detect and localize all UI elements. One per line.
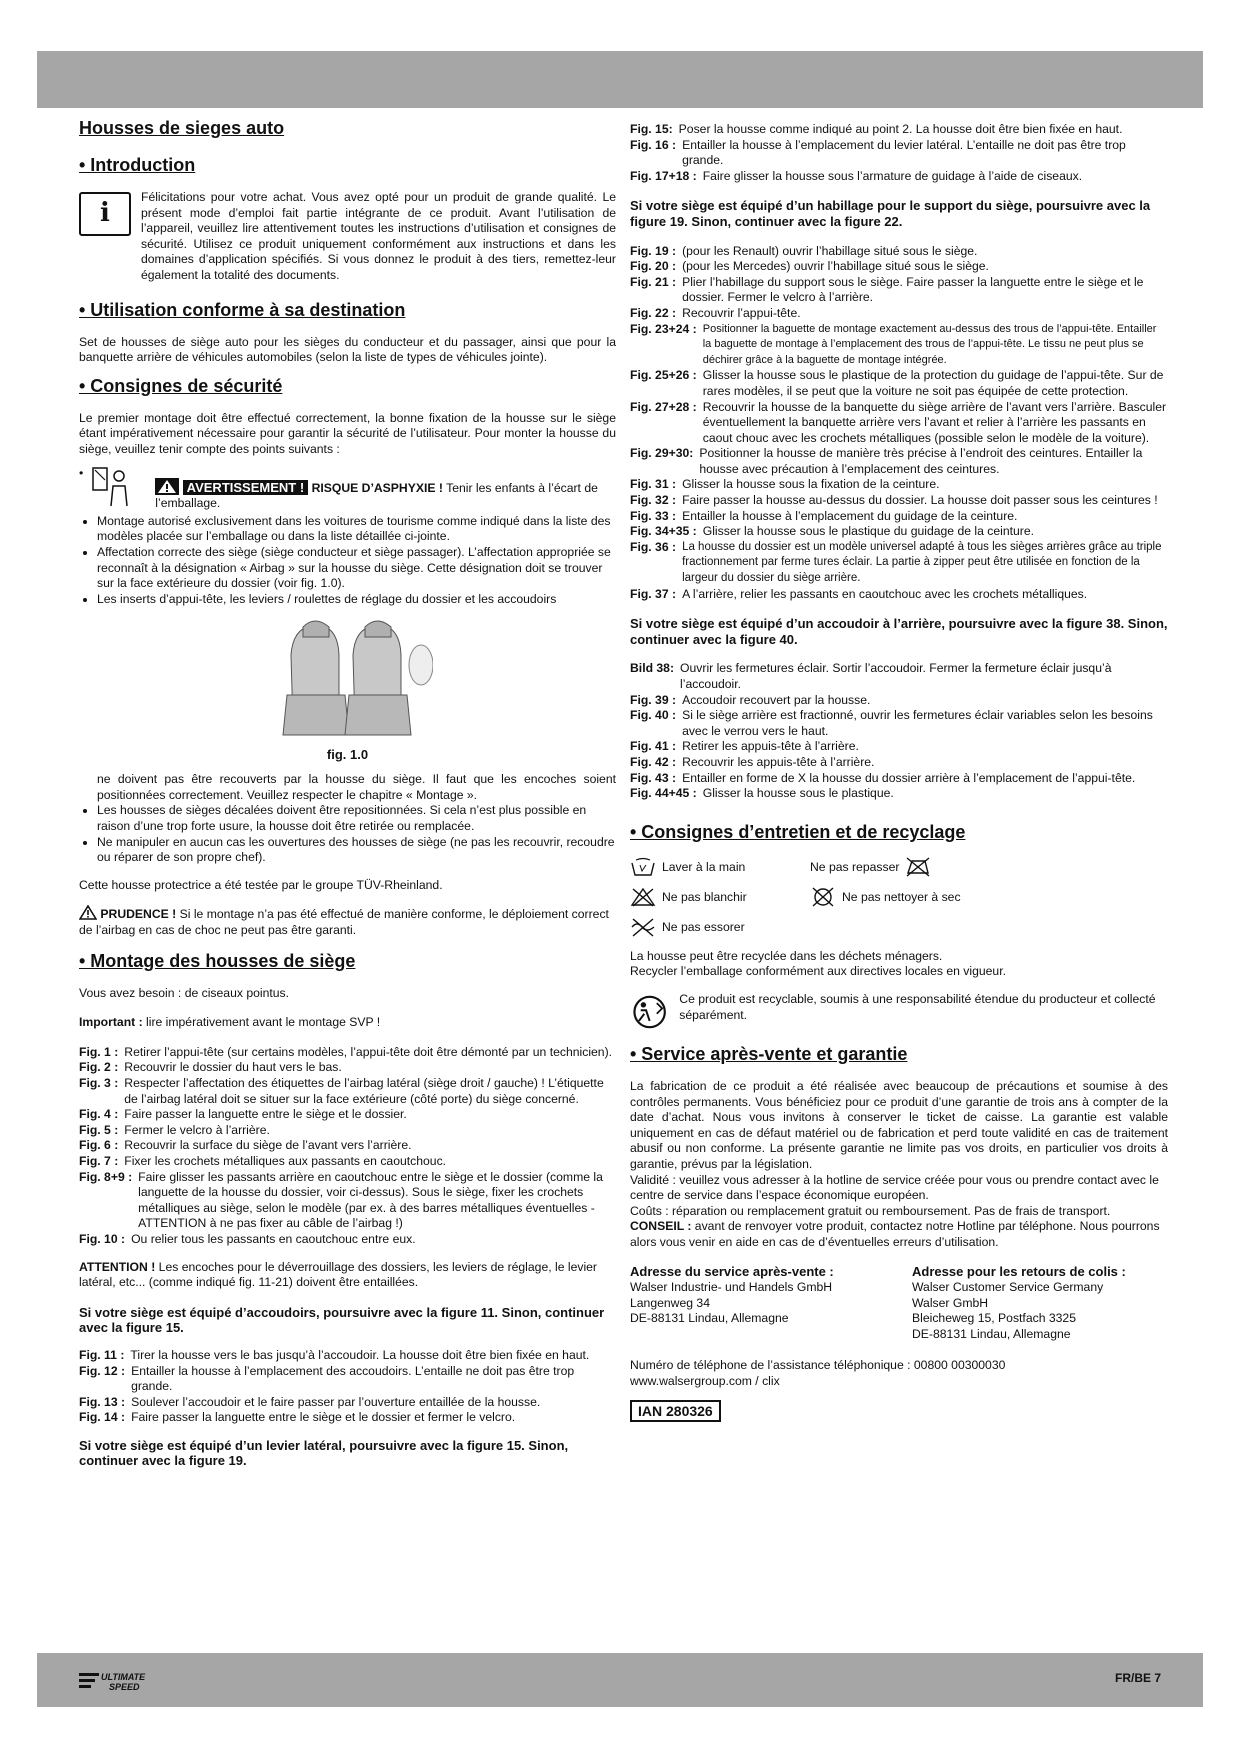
fig-text: Faire passer la housse au-dessus du dossier. La housse doit passer sous les ceintures !	[682, 493, 1158, 508]
no-iron-icon	[905, 857, 931, 877]
fig-label: Fig. 6 :	[79, 1138, 119, 1153]
care-title: • Consignes d’entretien et de recyclage	[630, 821, 966, 842]
fig-label: Fig. 23+24 :	[630, 321, 697, 336]
tuv-text: Cette housse protectrice a été testée par le groupe TÜV-Rheinland.	[79, 877, 443, 892]
condition-1: Si votre siège est équipé d’accoudoirs, poursuivre avec la figure 11. Sinon, continuer avec la figure 15.	[79, 1304, 605, 1336]
fig-row	[630, 169, 1168, 185]
fig-row	[630, 322, 1168, 369]
intro-title: • Introduction	[79, 155, 196, 175]
fig-label: Fig. 2 :	[79, 1060, 119, 1075]
fig-text: Fixer les crochets métalliques aux passants en caoutchouc.	[124, 1153, 447, 1168]
fig-text: Glisser la housse sous le plastique.	[702, 786, 894, 801]
fig-label: Fig. 19 :	[630, 243, 677, 258]
fig-row	[630, 368, 1168, 399]
fig-label: Fig. 44+45 :	[630, 786, 697, 801]
fig-row	[79, 1348, 616, 1364]
web-link[interactable]: www.walsergroup.com / clix	[630, 1374, 780, 1389]
fig-text: Glisser la housse sous le plastique du guidage de la ceinture.	[702, 524, 1035, 539]
address-title-service: Adresse du service après-vente :	[630, 1264, 834, 1280]
fig-label: Fig. 36 :	[630, 539, 677, 554]
fig-text: Faire glisser la housse sous l’armature de guidage à l’aide de ciseaux.	[702, 168, 1083, 183]
fig-text: Positionner la baguette de montage exactement au-dessus des trous de l’appui-tête. Entailler la baguette de montage à l’emplacement des trous de l’appui-tête. Le tissu ne peut plus se déchirer grâce à la baguette de montage intégrée.	[702, 322, 1157, 366]
fig-text: La housse du dossier est un modèle universel adapté à tous les sièges arrières grâce au triple fractionnement par ferme tures éclair. La partie à zipper peut être utilisée en fonction de la largeur du dossier du siège arrière.	[682, 540, 1162, 585]
footer-bar	[37, 1653, 1203, 1707]
address-line: Walser Industrie- und Handels GmbH	[630, 1280, 833, 1295]
safety-list-2	[79, 803, 616, 865]
fig-text: Soulever l’accoudoir et le faire passer par l’ouverture entaillée de la housse.	[131, 1394, 541, 1409]
fig-text: Faire passer la languette entre le siège et le dossier.	[124, 1107, 407, 1122]
ian-badge: IAN 280326	[630, 1400, 721, 1422]
fig-row	[630, 540, 1168, 587]
fig-row	[630, 446, 1168, 477]
fig-row	[79, 1170, 616, 1232]
attention-label: ATTENTION !	[79, 1259, 156, 1274]
address-title-returns: Adresse pour les retours de colis :	[912, 1264, 1126, 1280]
triman-recycle-icon	[630, 992, 669, 1032]
fig-row	[79, 1154, 616, 1170]
safety-title: • Consignes de sécurité	[79, 375, 283, 396]
prudence-text: Si le montage n’a pas été effectué de manière conforme, le déploiement correct de l’airbag en cas de choc ne peut pas être garanti.	[79, 907, 609, 938]
conseil-block	[630, 1219, 1168, 1250]
fig-row	[630, 259, 1168, 275]
fig-label: Fig. 14 :	[79, 1410, 126, 1425]
fig-row	[630, 138, 1168, 169]
fig-label: Fig. 11 :	[79, 1347, 125, 1362]
return-address	[912, 1264, 1168, 1342]
fig-list-3	[630, 122, 1168, 184]
fig-list-4	[630, 244, 1168, 603]
fig-text: Retirer les appuis-tête à l’arrière.	[682, 739, 859, 754]
address-line: DE-88131 Lindau, Allemagne	[630, 1311, 789, 1326]
list-item: • Les housses de sièges décalées doivent être repositionnées. Si cela n’est plus possible en raison d’une trop forte usure, la housse doit être retirée ou remplacée.	[97, 803, 616, 834]
fig-row	[630, 661, 1168, 692]
recycle-text-1: La housse peut être recyclée dans les déchets ménagers.	[630, 948, 943, 963]
fig-label: Fig. 27+28 :	[630, 399, 697, 414]
montage-title: • Montage des housses de siège	[79, 950, 356, 971]
right-column	[630, 122, 1168, 1422]
care-no-bleach-label: Ne pas blanchir	[662, 889, 747, 904]
fig-row	[630, 786, 1168, 802]
fig-text: (pour les Renault) ouvrir l’habillage situé sous le siège.	[682, 243, 978, 258]
fig-text: Entailler la housse à l’emplacement du levier latéral. L’entaille ne doit pas être trop grande.	[682, 137, 1126, 168]
condition-4: Si votre siège est équipé d’un accoudoir à l’arrière, poursuivre avec la figure 38. Sinon, continuer avec la figure 40.	[630, 616, 1168, 647]
care-no-iron	[810, 857, 1010, 877]
fig-label: Fig. 20 :	[630, 259, 677, 274]
fig-row	[630, 493, 1168, 509]
fig-label: Bild 38:	[630, 661, 675, 676]
fig-row	[79, 1395, 616, 1411]
care-no-wring	[630, 917, 810, 937]
warning-text: Tenir les enfants à l’écart de l’emballage.	[155, 480, 598, 511]
address-line: DE-88131 Lindau, Allemagne	[912, 1326, 1071, 1341]
fig-text: Tirer la housse vers le bas jusqu’à l’accoudoir. La housse doit être bien fixée en haut.	[130, 1347, 590, 1362]
fig-row	[79, 1123, 616, 1139]
fig-row	[630, 693, 1168, 709]
condition-3: Si votre siège est équipé d’un habillage pour le support du siège, poursuivre avec la figure 19. Sinon, continuer avec la figure 22.	[630, 198, 1151, 229]
seat-covers-image	[273, 615, 433, 745]
prudence-label: PRUDENCE !	[100, 907, 177, 922]
fig-text: Retirer l’appui-tête (sur certains modèles, l’appui-tête doit être démonté par un technicien).	[124, 1044, 613, 1059]
fig-text: Accoudoir recouvert par la housse.	[682, 692, 871, 707]
warning-label: AVERTISSEMENT !	[183, 480, 309, 496]
fig-text: A l’arrière, relier les passants en caoutchouc avec les crochets métalliques.	[682, 586, 1088, 601]
fig-row	[79, 1107, 616, 1123]
fig-list-1	[79, 1045, 616, 1248]
fig-row	[79, 1364, 616, 1395]
caution-triangle-icon	[79, 905, 97, 920]
need-text: Vous avez besoin : de ciseaux pointus.	[79, 985, 290, 1000]
fig-row	[630, 524, 1168, 540]
service-address	[630, 1264, 912, 1342]
fig-text: Ou relier tous les passants en caoutchouc entre eux.	[131, 1231, 416, 1246]
address-line: Langenweg 34	[630, 1295, 710, 1310]
prudence-block	[79, 905, 616, 938]
important-line	[79, 1015, 616, 1031]
fig-row	[630, 587, 1168, 603]
care-no-dry-label: Ne pas nettoyer à sec	[842, 889, 961, 904]
fig-label: Fig. 31 :	[630, 477, 677, 492]
fig-row	[630, 739, 1168, 755]
care-no-wring-label: Ne pas essorer	[662, 919, 745, 934]
validity-text: Validité : veuillez vous adresser à la hotline de service créée pour vous ou prendre contact avec le centre de service dans l’espace économique européen.	[630, 1172, 1159, 1203]
fig-row	[79, 1045, 616, 1061]
fig-row	[630, 122, 1168, 138]
list-item: • Montage autorisé exclusivement dans les voitures de tourisme comme indiqué dans la liste des modèles placée sur l’emballage ou dans la liste détaillée ci-jointe.	[97, 514, 616, 545]
fig-label: Fig. 39 :	[630, 692, 677, 707]
fig-text: Positionner la housse de manière très précise à l’endroit des ceintures. Entailler la housse avec précaution à l’emplacement des ceintures.	[699, 446, 1143, 476]
warning-triangle-icon	[155, 478, 179, 495]
fig-label: Fig. 10 :	[79, 1231, 126, 1246]
no-bleach-icon	[630, 887, 656, 907]
svg-text:SPEED: SPEED	[109, 1682, 140, 1692]
fig-row	[630, 708, 1168, 739]
hand-wash-icon	[630, 857, 656, 877]
fig-text: Recouvrir l’appui-tête.	[682, 305, 801, 320]
fig-text: Recouvrir la housse de la banquette du siège arrière de l’avant vers l’arrière. Basculer éventuellement la banquette arrière vers l’avant et relier à l’arrière les passants en caout chouc avec les crochets métalliques (possible selon le modèle de la voiture).	[702, 399, 1167, 445]
condition-2: Si votre siège est équipé d’un levier latéral, poursuivre avec la figure 15. Sinon, continuer avec la figure 19.	[79, 1437, 569, 1469]
fig-row	[79, 1076, 616, 1107]
list-item: • Affectation correcte des siège (siège conducteur et siège passager). L’affectation appropriée se reconnaît à la désignation « Airbag » sur la housse du siège. Cette désignation doit se trouver sur la face extérieure du dossier (voir fig. 1.0).	[97, 545, 616, 592]
fig-label: Fig. 15:	[630, 122, 673, 136]
fig-row	[79, 1410, 616, 1426]
phone-text: Numéro de téléphone de l’assistance téléphonique : 00800 00300030	[630, 1358, 1006, 1373]
fig-label: Fig. 5 :	[79, 1122, 119, 1137]
left-column	[79, 118, 616, 1477]
fig-row	[630, 306, 1168, 322]
fig-row	[630, 509, 1168, 525]
fig-row	[630, 400, 1168, 447]
important-label: Important :	[79, 1015, 143, 1030]
intro-text: Félicitations pour votre achat. Vous avez opté pour un produit de grande qualité. Le présent mode d’emploi fait partie intégrante de ce produit. Avant l’utilisation de l’appareil, veuillez lire attentivement toutes les instructions d’utilisation et consignes de sécurité. Utilisez ce produit uniquement conformément aux instructions et dans les domaines d’application spécifiés. Si vous donnez le produit à des tiers, remettez-leur également la totalité des documents.	[141, 190, 616, 282]
fig-list-2	[79, 1348, 616, 1426]
no-wring-icon	[630, 917, 656, 937]
fig-row	[630, 771, 1168, 787]
fig-text: Glisser la housse sous le plastique de la protection du guidage de l’appui-tête. Sur de rares modèles, il se peut que la voiture ne soit pas équipée de cette protection.	[702, 368, 1164, 398]
fig-text: Recouvrir les appuis-tête à l’arrière.	[682, 754, 875, 769]
ultimate-speed-logo	[79, 1670, 161, 1692]
address-line: Walser GmbH	[912, 1295, 989, 1310]
care-wash	[630, 857, 810, 877]
fig-text: Respecter l’affectation des étiquettes de l’airbag latéral (siège droit / gauche) ! L’étiquette de l’airbag latéral doit se situer sur la face extérieure (côté porte) du siège concerné.	[124, 1076, 604, 1106]
care-no-dry	[810, 887, 1010, 907]
fig-row	[79, 1232, 616, 1248]
conseil-label: CONSEIL :	[630, 1219, 692, 1234]
fig-text: Entailler la housse à l’emplacement du guidage de la ceinture.	[682, 508, 1018, 523]
fig-text: Fermer le velcro à l’arrière.	[124, 1122, 270, 1137]
intro-block	[79, 190, 616, 284]
fig-text: Faire glisser les passants arrière en caoutchouc entre le siège et le dossier (comme la languette de la housse du dossier, voir ci-dessus). Sous le siège, fixer les crochets métalliques au siège, selon le modèle (par ex. à des barres métalliques éventuelles - ATTENTION à ne pas fixer au câble de l’airbag !)	[138, 1169, 603, 1231]
fig-label: Fig. 12 :	[79, 1363, 126, 1378]
info-book-icon: i	[79, 192, 131, 236]
care-wash-label: Laver à la main	[662, 859, 746, 874]
care-no-iron-label: Ne pas repasser	[810, 859, 900, 874]
care-symbols	[630, 857, 1168, 937]
fig-label: Fig. 21 :	[630, 274, 677, 289]
care-no-bleach	[630, 887, 810, 907]
figure-caption: fig. 1.0	[326, 747, 369, 763]
fig-label: Fig. 17+18 :	[630, 168, 697, 183]
fig-label: Fig. 3 :	[79, 1076, 119, 1090]
fig-text: Plier l’habillage du support sous le siège. Faire passer la languette entre le siège et le dossier. Fermer le velcro à l’arrière.	[682, 274, 1144, 305]
fig-row	[630, 275, 1168, 306]
cont-text: ne doivent pas être recouverts par la housse du siège. Il faut que les encoches soient positionnées correctement. Veuillez respecter le chapitre « Montage ».	[97, 772, 616, 802]
list-item: • Ne manipuler en aucun cas les ouvertures des housses de siège (ne pas les recouvrir, recoudre ou réparer de son propre chef).	[97, 835, 616, 866]
safety-text: Le premier montage doit être effectué correctement, la bonne fixation de la housse sur le siège étant impérativement nécessaire pour garantir la sécurité de l’utilisateur. Pour monter la housse du siège, veuillez tenir compte des points suivants :	[79, 410, 616, 456]
fig-text: Si le siège arrière est fractionné, ouvrir les fermetures éclair variables selon les besoins avec le verrou vers le haut.	[682, 708, 1153, 738]
fig-label: Fig. 1 :	[79, 1044, 119, 1059]
fig-label: Fig. 29+30:	[630, 446, 694, 461]
list-item: • Les inserts d’appui-tête, les leviers / roulettes de réglage du dossier et les accoudoirs	[97, 592, 616, 608]
fig-label: Fig. 7 :	[79, 1153, 119, 1168]
fig-label: Fig. 42 :	[630, 754, 677, 769]
use-text: Set de housses de siège auto pour les sièges du conducteur et du passager, ainsi que pour la banquette arrière de véhicules automobiles (selon la liste de types de véhicules jointe).	[79, 334, 616, 365]
fig-label: Fig. 8+9 :	[79, 1169, 133, 1184]
recycle-text-2: Recycler l’emballage conformément aux directives locales en vigueur.	[630, 964, 1006, 979]
recycle-note: Ce produit est recyclable, soumis à une responsabilité étendue du producteur et collecté séparément.	[679, 991, 1156, 1022]
fig-text: Entailler en forme de X la housse du dossier arrière à l’emplacement de l’appui-tête.	[682, 770, 1136, 785]
fig-label: Fig. 13 :	[79, 1394, 126, 1409]
address-line: Walser Customer Service Germany	[912, 1280, 1104, 1295]
addresses	[630, 1264, 1168, 1342]
fig-label: Fig. 41 :	[630, 739, 677, 754]
fig-row	[79, 1060, 616, 1076]
fig-label: Fig. 43 :	[630, 770, 677, 785]
fig-row	[630, 244, 1168, 260]
fig-text: (pour les Mercedes) ouvrir l’habillage situé sous le siège.	[682, 259, 989, 274]
address-line: Bleicheweg 15, Postfach 3325	[912, 1311, 1076, 1326]
recycle-block	[630, 992, 1168, 1032]
child-bag-icon	[91, 466, 131, 508]
fig-label: Fig. 25+26 :	[630, 368, 697, 383]
fig-text: Faire passer la languette entre le siège et le dossier et fermer le velcro.	[131, 1410, 516, 1425]
attention-block	[79, 1260, 616, 1291]
fig-label: Fig. 22 :	[630, 305, 677, 320]
page-number: FR/BE 7	[1114, 1671, 1161, 1685]
important-text: lire impérativement avant le montage SVP !	[146, 1015, 381, 1030]
fig-row	[630, 755, 1168, 771]
fig-text: Entailler la housse à l’emplacement des accoudoirs. L’entaille ne doit pas être trop grande.	[131, 1363, 575, 1394]
fig-label: Fig. 16 :	[630, 137, 677, 152]
fig-label: Fig. 37 :	[630, 586, 677, 601]
main-title: Housses de sieges auto	[79, 118, 285, 138]
recycle-text	[630, 949, 1168, 980]
fig-text: Glisser la housse sous la fixation de la ceinture.	[682, 477, 940, 492]
fig-label: Fig. 32 :	[630, 493, 677, 508]
fig-label: Fig. 33 :	[630, 508, 677, 523]
conseil-text: avant de renvoyer votre produit, contactez notre Hotline par téléphone. Nous pourrons alors vous venir en aide en cas de d’éventuelles erreurs d’utilisation.	[630, 1219, 1160, 1249]
header-bar	[37, 51, 1203, 108]
fig-label: Fig. 4 :	[79, 1107, 119, 1122]
fig-list-5	[630, 661, 1168, 801]
costs-text: Coûts : réparation ou remplacement gratuit ou remboursement. Pas de frais de transport.	[630, 1203, 1111, 1218]
fig-row	[79, 1138, 616, 1154]
service-text: La fabrication de ce produit a été réalisée avec beaucoup de précautions et soumise à des contrôles permanents. Vous bénéficiez pour ce produit d’une garantie de trois ans à compter de la date d’achat. Nous vous invitons à conserver le ticket de caisse. La garantie est valable uniquement en cas de défaut matériel ou de fabrication et perd toute validité en cas de traitement abusif ou non conforme. La présente garantie ne limite pas vos droits, en particulier vos droits à garantie, prévus par la législation.	[630, 1078, 1168, 1171]
warning-risk: RISQUE D’ASPHYXIE !	[311, 480, 443, 495]
fig-text: Poser la housse comme indiqué au point 2. La housse doit être bien fixée en haut.	[678, 122, 1123, 136]
no-dry-clean-icon	[810, 887, 836, 907]
fig-text: Ouvrir les fermetures éclair. Sortir l’accoudoir. Fermer la fermeture éclair jusqu’à l’accoudoir.	[680, 661, 1112, 691]
fig-text: Recouvrir la surface du siège de l’avant vers l’arrière.	[124, 1138, 412, 1153]
warning-row: • AVERTISSEMENT ! RISQUE D’ASPHYXIE ! Tenir les enfants à l’écart de l’emballage.	[79, 465, 598, 511]
svg-text:ULTIMATE: ULTIMATE	[101, 1672, 146, 1682]
seat-illustration	[273, 615, 423, 745]
safety-list-1	[79, 514, 616, 608]
fig-text: Recouvrir le dossier du haut vers le bas.	[124, 1060, 342, 1075]
service-title: • Service après-vente et garantie	[630, 1043, 908, 1064]
fig-row	[630, 477, 1168, 493]
fig-label: Fig. 40 :	[630, 708, 677, 723]
attention-text: Les encoches pour le déverrouillage des dossiers, les leviers de réglage, le levier latéral, etc... (comme indiqué fig. 11-21) doivent être entaillées.	[79, 1259, 597, 1290]
fig-label: Fig. 34+35 :	[630, 524, 697, 539]
use-title: • Utilisation conforme à sa destination	[79, 299, 406, 320]
